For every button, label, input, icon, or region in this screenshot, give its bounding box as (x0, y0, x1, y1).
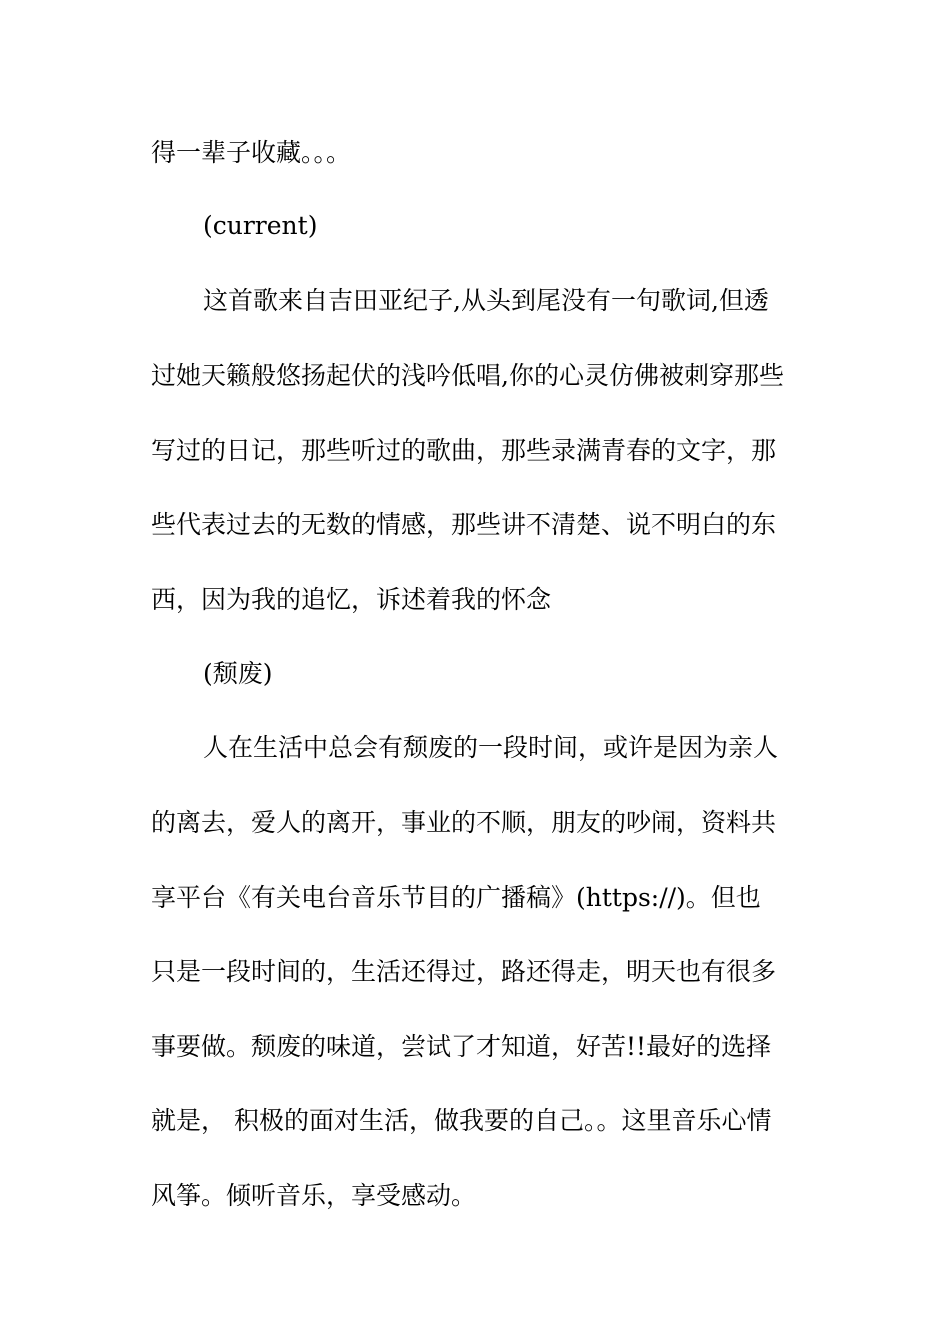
paragraph-line: 这首歌来自吉田亚纪子,从头到尾没有一句歌词,但透 (203, 286, 769, 315)
paragraph-line: 风筝。倾听音乐，享受感动。 (151, 1181, 477, 1210)
section-heading-current: (current) (203, 211, 318, 240)
paragraph-line: 写过的日记，那些听过的歌曲，那些录满青春的文字，那 (151, 436, 777, 465)
paragraph-line: 事要做。颓废的味道，尝试了才知道，好苦!!最好的选择 (151, 1032, 772, 1061)
paragraph-line: 人在生活中总会有颓废的一段时间，或许是因为亲人 (203, 733, 779, 762)
paragraph-line: 只是一段时间的，生活还得过，路还得走，明天也有很多 (151, 957, 777, 986)
paragraph-line: 些代表过去的无数的情感，那些讲不清楚、说不明白的东 (151, 510, 777, 539)
paragraph-line: 的离去，爱人的离开，事业的不顺，朋友的吵闹，资料共 (151, 808, 777, 837)
paragraph-line: 就是， 积极的面对生活，做我要的自己。。这里音乐心情 (151, 1106, 772, 1135)
section-heading-decadence: (颓废) (203, 659, 273, 688)
paragraph-line: 过她天籁般悠扬起伏的浅吟低唱,你的心灵仿佛被刺穿那些 (151, 361, 784, 390)
paragraph-line: 得一辈子收藏。。。 (151, 138, 352, 167)
paragraph-line: 享平台《有关电台音乐节目的广播稿》(https://)。但也 (151, 883, 761, 912)
paragraph-line: 西，因为我的追忆，诉述着我的怀念 (151, 585, 552, 614)
